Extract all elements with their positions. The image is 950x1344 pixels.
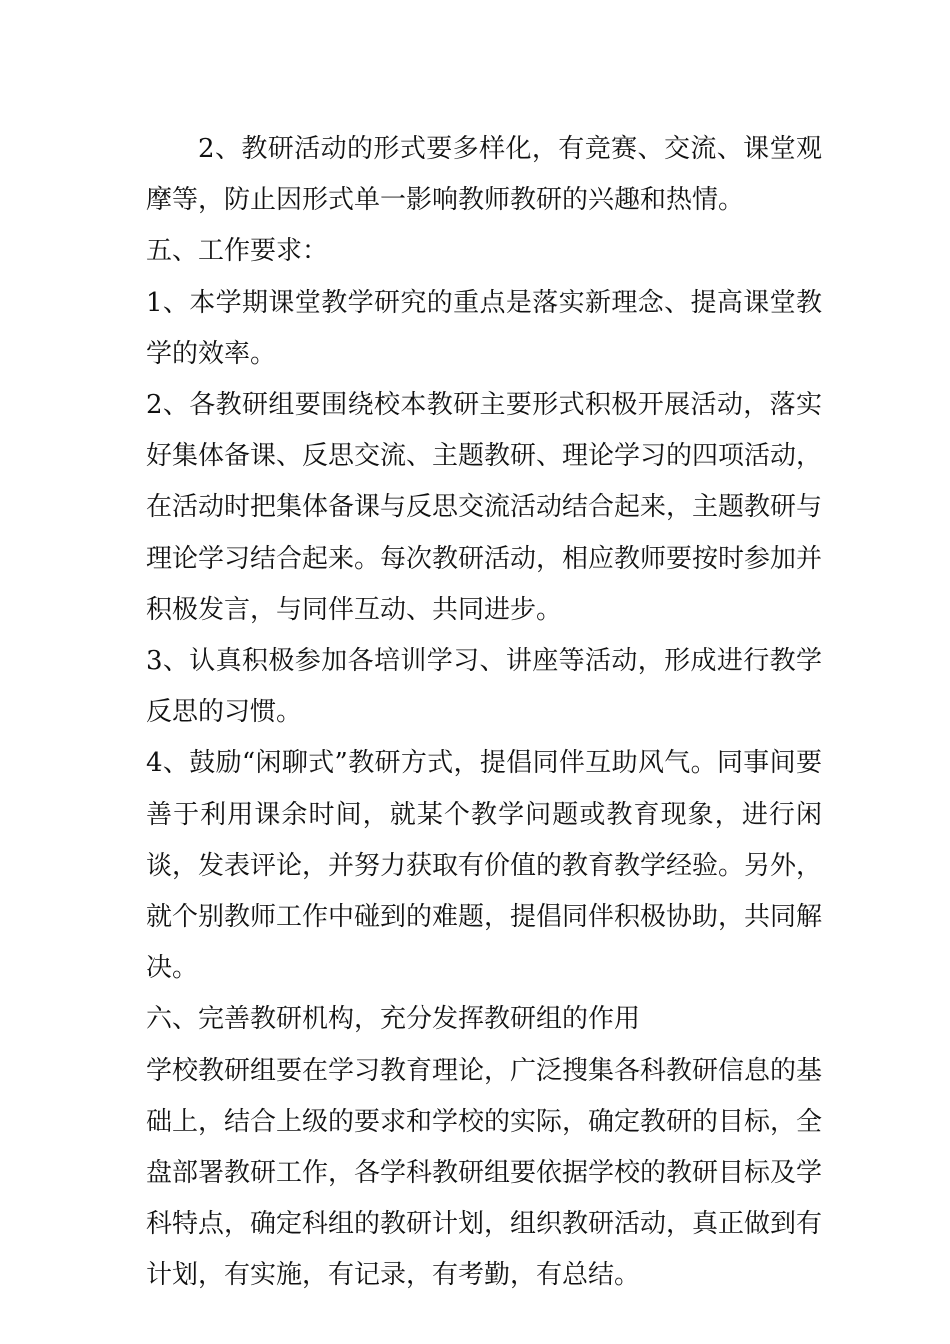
paragraph-activity-forms: 2、教研活动的形式要多样化，有竞赛、交流、课堂观摩等，防止因形式单一影响教师教研的兴趣和热情。: [146, 134, 822, 216]
document-body: [146, 124, 822, 1302]
paragraph-requirement-4: 4、鼓励“闲聊式”教研方式，提倡同伴互助风气。同事间要善于利用课余时间，就某个教学问题或教育现象，进行闲谈，发表评论，并努力获取有价值的教育教学经验。另外，就个别教师工作中碰到的难题，提倡同伴积极协助，共同解决。: [146, 748, 823, 984]
paragraph-requirement-1: 1、本学期课堂教学研究的重点是落实新理念、提高课堂教学的效率。: [146, 287, 822, 369]
paragraph-requirement-3: 3、认真积极参加各培训学习、讲座等活动，形成进行教学反思的习惯。: [146, 646, 822, 728]
paragraph-requirement-2: 2、各教研组要围绕校本教研主要形式积极开展活动，落实好集体备课、反思交流、主题教研、理论学习的四项活动，在活动时把集体备课与反思交流活动结合起来，主题教研与理论学习结合起来。每次教研活动，相应教师要按时参加并积极发言，与同伴互动、共同进步。: [146, 390, 823, 625]
paragraph-research-group-duties: 学校教研组要在学习教育理论，广泛搜集各科教研信息的基础上，结合上级的要求和学校的实际，确定教研的目标，全盘部署教研工作，各学科教研组要依据学校的教研目标及学科特点，确定科组的教研计划，组织教研活动，真正做到有计划，有实施，有记录，有考勤，有总结。: [146, 1055, 823, 1291]
section-heading-work-requirements: 五、工作要求：: [146, 236, 329, 267]
section-heading-teaching-research-org: 六、完善教研机构，充分发挥教研组的作用: [146, 1004, 641, 1035]
